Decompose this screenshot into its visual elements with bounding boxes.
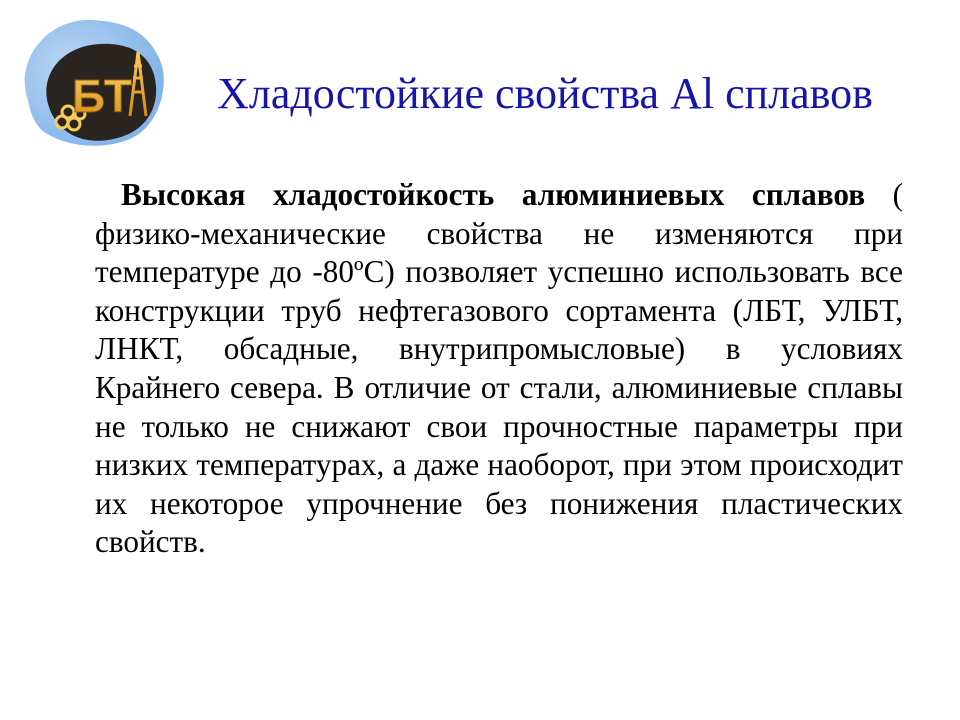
body-paragraph: [95, 176, 903, 562]
bt-logo-icon: [10, 12, 170, 152]
company-logo: [10, 12, 170, 152]
paragraph-lead: Высокая хладостойкость алюминиевых сплавов: [121, 177, 866, 212]
slide-title: Хладостойкие свойства Al сплавов: [217, 69, 873, 118]
paragraph-body: ( физико-механические свойства не изменяются при температуре до -80ºС) позволяет успешно использовать все конструкции труб нефтегазового сортамента (ЛБТ, УЛБТ, ЛНКТ, обсадные, внутрипромысловые) в условиях Крайнего севера. В отличие от стали, алюминиевые сплавы не только не снижают свои прочностные параметры при низких температурах, а даже наоборот, при этом происходит их некоторое упрочнение без понижения пластических свойств.: [95, 177, 903, 560]
logo-letters: БТ: [71, 70, 133, 122]
